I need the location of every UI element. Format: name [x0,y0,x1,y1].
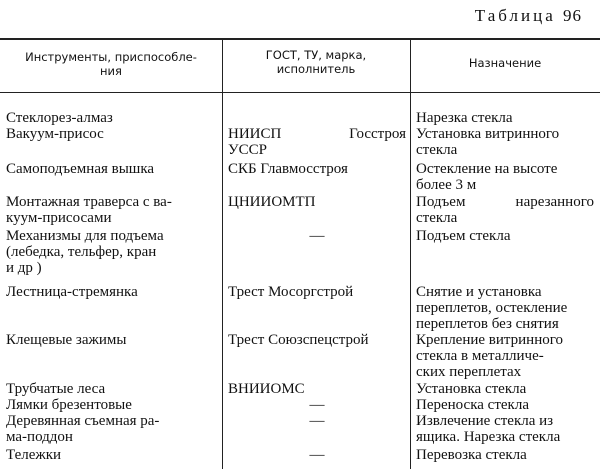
table-row-4-source: — [309,228,325,244]
header-bottom-rule [0,92,600,93]
table-row-8-source: — [309,397,325,413]
column-divider-2 [410,38,411,469]
table-row-1-source: НИИСП Госстроя УССР [228,126,406,158]
table-row-10-source: — [309,447,325,463]
table-row-4-purpose: Подъем стекла [416,228,511,244]
table-row-2-purpose: Остекление на высоте более 3 м [416,161,558,193]
table-row-7-purpose: Установка стекла [416,381,527,397]
header-col-tools: Инструменты, приспособле- ния [25,50,197,78]
table-row-1-purpose: Установка витринного стекла [416,126,560,158]
table-row-5-tool: Лестница-стремянка [6,284,138,300]
table-row-1-tool: Вакуум-присос [6,126,104,142]
table-row-0-purpose: Нарезка стекла [416,110,513,126]
table-row-3-purpose: Подъем нарезанного стекла [416,194,594,226]
header-col-purpose: Назначение [468,56,542,70]
table-row-6-source: Трест Союзспецстрой [228,332,369,348]
table-row-6-tool: Клещевые зажимы [6,332,127,348]
table-row-7-tool: Трубчатые леса [6,381,106,397]
table-row-3-tool: Монтажная траверса с ва- куум-присосами [6,194,172,226]
table-caption-number: 96 [563,6,582,25]
table-row-7-source: ВНИИОМС [228,381,305,397]
header-col-source: ГОСТ, ТУ, марка, исполнитель [265,48,367,76]
table-caption-word: Таблица [474,6,556,25]
table-row-6-purpose: Крепление витринного стекла в металличе- ских переплетах [416,332,564,380]
table-row-5-purpose: Снятие и установка переплетов, остекление переплетов без снятия [416,284,568,332]
table-row-8-purpose: Переноска стекла [416,397,529,413]
table-row-9-purpose: Извлечение стекла из ящика. Нарезка стекла [416,413,561,445]
table-row-8-tool: Лямки брезентовые [6,397,132,413]
table-row-9-tool: Деревянная съемная ра- ма-поддон [6,413,160,445]
table-row-3-source: ЦНИИОМТП [228,194,316,210]
table-row-10-purpose: Перевозка стекла [416,447,527,463]
table-row-2-source: СКБ Главмосстроя [228,161,348,177]
table-row-4-tool: Механизмы для подъема (лебедка, тельфер, кран и др ) [6,228,164,276]
table-top-rule [0,38,600,40]
table-row-9-source: — [309,413,325,429]
table-row-10-tool: Тележки [6,447,62,463]
table-caption [475,6,582,26]
table-row-5-source: Трест Мосоргстрой [228,284,354,300]
table-row-0-tool: Стеклорез-алмаз [6,110,113,126]
table-row-2-tool: Самоподъемная вышка [6,161,155,177]
column-divider-1 [222,38,223,469]
